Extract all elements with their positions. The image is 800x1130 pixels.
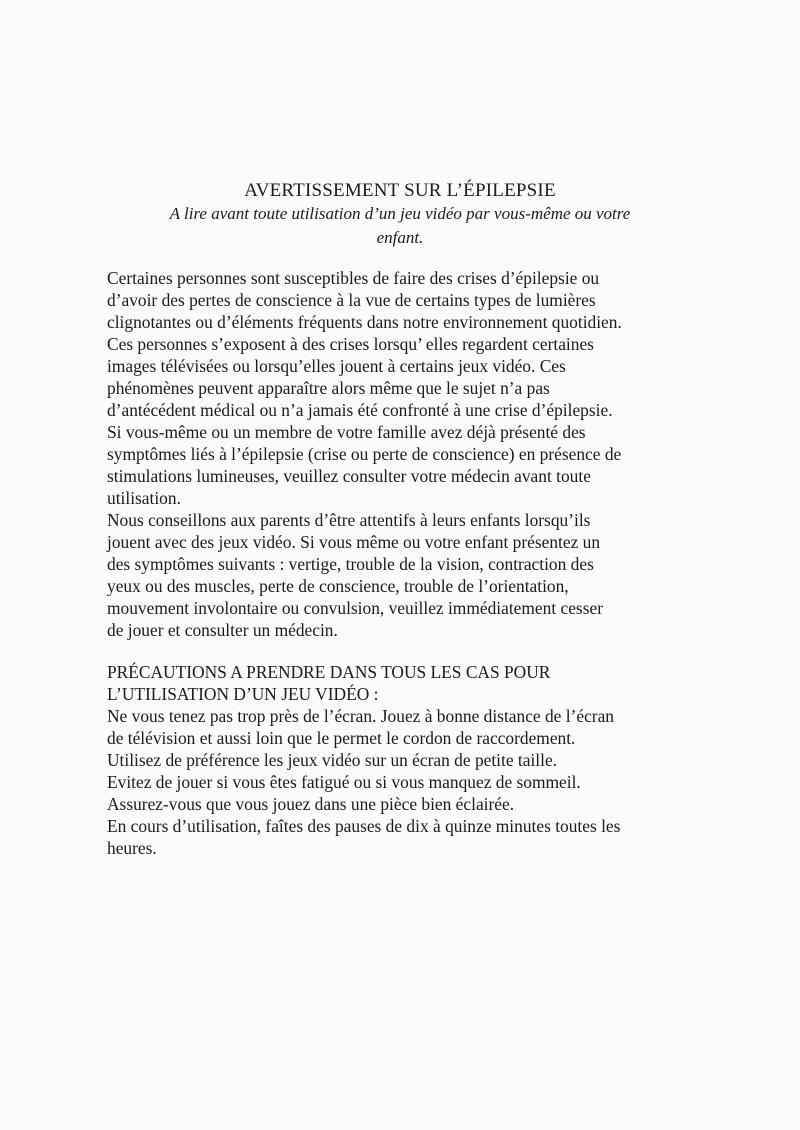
precautions-heading: L’UTILISATION D’UN JEU VIDÉO : xyxy=(107,684,379,704)
body-line: yeux ou des muscles, perte de conscience, trouble de l’orientation, xyxy=(107,576,569,596)
body-line: Utilisez de préférence les jeux vidéo sur un écran de petite taille. xyxy=(107,750,558,770)
warning-paragraphs xyxy=(107,267,707,641)
body-line: de télévision et aussi loin que le permet le cordon de raccordement. xyxy=(107,728,576,748)
body-line: symptômes liés à l’épilepsie (crise ou perte de conscience) en présence de xyxy=(107,444,622,464)
page-subtitle xyxy=(60,202,740,250)
body-line: images télévisées ou lorsqu’elles jouent à certains jeux vidéo. Ces xyxy=(107,356,566,376)
body-line: Ces personnes s’exposent à des crises lorsqu’ elles regardent certaines xyxy=(107,334,594,354)
body-line: utilisation. xyxy=(107,488,181,508)
body-line: clignotantes ou d’éléments fréquents dans notre environnement quotidien. xyxy=(107,312,622,332)
precautions-heading: PRÉCAUTIONS A PRENDRE DANS TOUS LES CAS POUR xyxy=(107,662,551,682)
body-line: d’avoir des pertes de conscience à la vue de certains types de lumières xyxy=(107,290,596,310)
body-line: jouent avec des jeux vidéo. Si vous même ou votre enfant présentez un xyxy=(107,532,601,552)
body-line: En cours d’utilisation, faîtes des pauses de dix à quinze minutes toutes les xyxy=(107,816,621,836)
body-line: Assurez-vous que vous jouez dans une pièce bien éclairée. xyxy=(107,794,515,814)
page-title: AVERTISSEMENT SUR L’ÉPILEPSIE xyxy=(244,180,556,201)
body-line: heures. xyxy=(107,838,157,858)
body-line: mouvement involontaire ou convulsion, veuillez immédiatement cesser xyxy=(107,598,603,618)
body-line: Si vous-même ou un membre de votre famille avez déjà présenté des xyxy=(107,422,586,442)
document-header xyxy=(60,180,740,250)
body-line: phénomènes peuvent apparaître alors même que le sujet n’a pas xyxy=(107,378,550,398)
precautions-section xyxy=(107,661,707,859)
body-line: Ne vous tenez pas trop près de l’écran. Jouez à bonne distance de l’écran xyxy=(107,706,615,726)
subtitle-line: A lire avant toute utilisation d’un jeu vidéo par vous-même ou votre xyxy=(169,204,631,223)
body-line: stimulations lumineuses, veuillez consulter votre médecin avant toute xyxy=(107,466,591,486)
body-line: de jouer et consulter un médecin. xyxy=(107,620,338,640)
body-line: Evitez de jouer si vous êtes fatigué ou si vous manquez de sommeil. xyxy=(107,772,581,792)
body-line: des symptômes suivants : vertige, trouble de la vision, contraction des xyxy=(107,554,594,574)
body-line: d’antécédent médical ou n’a jamais été confronté à une crise d’épilepsie. xyxy=(107,400,613,420)
body-line: Nous conseillons aux parents d’être attentifs à leurs enfants lorsqu’ils xyxy=(107,510,591,530)
subtitle-line: enfant. xyxy=(376,228,424,247)
body-line: Certaines personnes sont susceptibles de faire des crises d’épilepsie ou xyxy=(107,268,600,288)
